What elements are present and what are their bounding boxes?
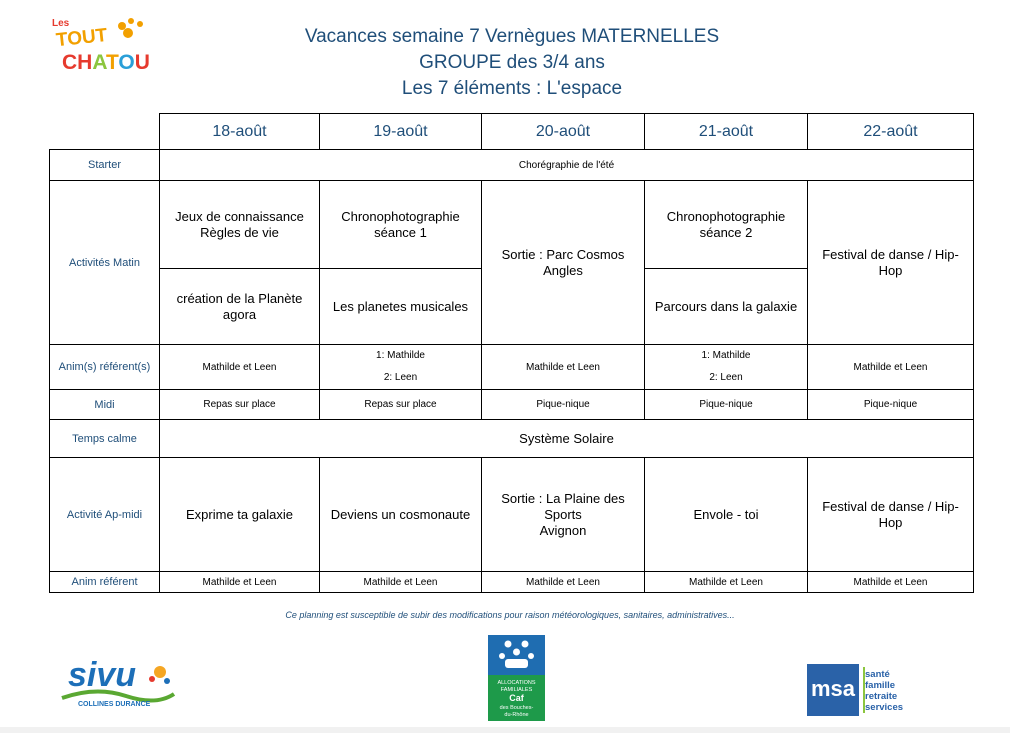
page-header — [262, 24, 762, 102]
apmidi-d4: Envole - toi — [645, 458, 808, 572]
midi-d5: Pique-nique — [808, 390, 974, 420]
anim-apmidi-row — [50, 572, 974, 593]
caf-text-2: FAMILIALES — [500, 687, 533, 693]
matin-cell-d4-top: Chronophotographie séance 2 — [645, 181, 808, 269]
sivu-logo — [56, 646, 176, 710]
temps-calme-row — [50, 420, 974, 458]
bottom-strip — [0, 727, 1010, 733]
caf-text-3: Caf — [509, 693, 524, 703]
starter-cell: Chorégraphie de l'été — [160, 150, 974, 181]
day-header: 22-août — [808, 114, 974, 150]
planning-disclaimer: Ce planning est susceptible de subir des modifications pour raison météorologiques, sanitaires, administratives... — [285, 610, 735, 620]
anim-matin-row — [50, 345, 974, 390]
anim-apmidi-d2: Mathilde et Leen — [320, 572, 482, 593]
day-header: 19-août — [320, 114, 482, 150]
schedule-table — [49, 113, 974, 593]
anim-apmidi-d3: Mathilde et Leen — [482, 572, 645, 593]
midi-d1: Repas sur place — [160, 390, 320, 420]
days-header-row — [50, 114, 974, 150]
anim-matin-d1: Mathilde et Leen — [160, 345, 320, 390]
temps-calme-cell: Système Solaire — [160, 420, 974, 458]
title-line-2: GROUPE des 3/4 ans — [419, 52, 605, 73]
title-line-3: Les 7 éléments : L'espace — [401, 78, 623, 99]
tout-chatou-logo — [48, 14, 160, 78]
anim-matin-d4: 1: Mathilde 2: Leen — [645, 345, 808, 390]
apmidi-d5: Festival de danse / Hip-Hop — [808, 458, 974, 572]
row-label-starter: Starter — [50, 150, 160, 181]
empty-corner-cell — [50, 114, 160, 150]
starter-row — [50, 150, 974, 181]
matin-row-top — [50, 181, 974, 269]
sun-icon — [149, 666, 170, 684]
anim-matin-d5: Mathilde et Leen — [808, 345, 974, 390]
row-label-temps-calme: Temps calme — [50, 420, 160, 458]
midi-d2: Repas sur place — [320, 390, 482, 420]
row-label-anim-referents: Anim(s) référent(s) — [50, 345, 160, 390]
caf-logo — [488, 635, 545, 721]
anim-apmidi-d1: Mathilde et Leen — [160, 572, 320, 593]
anim-apmidi-d5: Mathilde et Leen — [808, 572, 974, 593]
apmidi-d1: Exprime ta galaxie — [160, 458, 320, 572]
caf-text-5: du-Rhône — [504, 712, 529, 718]
row-label-activites-matin: Activités Matin — [50, 181, 160, 345]
midi-d3: Pique-nique — [482, 390, 645, 420]
day-header: 20-août — [482, 114, 645, 150]
day-header: 21-août — [645, 114, 808, 150]
anim-matin-d2: 1: Mathilde 2: Leen — [320, 345, 482, 390]
row-label-anim-referent: Anim référent — [50, 572, 160, 593]
caf-text-1: ALLOCATIONS — [497, 680, 536, 686]
title-line-1: Vacances semaine 7 Vernègues MATERNELLES — [304, 26, 720, 47]
matin-cell-d2-top: Chronophotographie séance 1 — [320, 181, 482, 269]
row-label-activite-apmidi: Activité Ap-midi — [50, 458, 160, 572]
logo-tout-text: TOUT — [55, 24, 109, 52]
apmidi-row — [50, 458, 974, 572]
matin-cell-d1-bottom: création de la Planète agora — [160, 269, 320, 345]
sivu-wordmark: sivu — [68, 656, 137, 694]
day-header: 18-août — [160, 114, 320, 150]
logo-chatou-text: CHATOU — [62, 51, 150, 74]
paw-icon — [118, 18, 143, 38]
caf-text-4: des Bouches- — [499, 705, 534, 711]
midi-d4: Pique-nique — [645, 390, 808, 420]
apmidi-d2: Deviens un cosmonaute — [320, 458, 482, 572]
matin-cell-d1-top: Jeux de connaissance Règles de vie — [160, 181, 320, 269]
matin-cell-d2-bottom: Les planetes musicales — [320, 269, 482, 345]
midi-row — [50, 390, 974, 420]
anim-apmidi-d4: Mathilde et Leen — [645, 572, 808, 593]
hill-shape — [62, 691, 174, 700]
anim-matin-d3: Mathilde et Leen — [482, 345, 645, 390]
apmidi-d3: Sortie : La Plaine des Sports Avignon — [482, 458, 645, 572]
row-label-midi: Midi — [50, 390, 160, 420]
logo-les-text: Les — [52, 18, 70, 29]
matin-cell-d4-bottom: Parcours dans la galaxie — [645, 269, 808, 345]
msa-mark: msa — [810, 676, 856, 701]
matin-cell-d3: Sortie : Parc Cosmos Angles — [482, 181, 645, 345]
matin-cell-d5: Festival de danse / Hip-Hop — [808, 181, 974, 345]
sivu-subtitle: COLLINES DURANCE — [78, 701, 151, 708]
msa-tagline: santé famille retraite services — [865, 669, 904, 713]
